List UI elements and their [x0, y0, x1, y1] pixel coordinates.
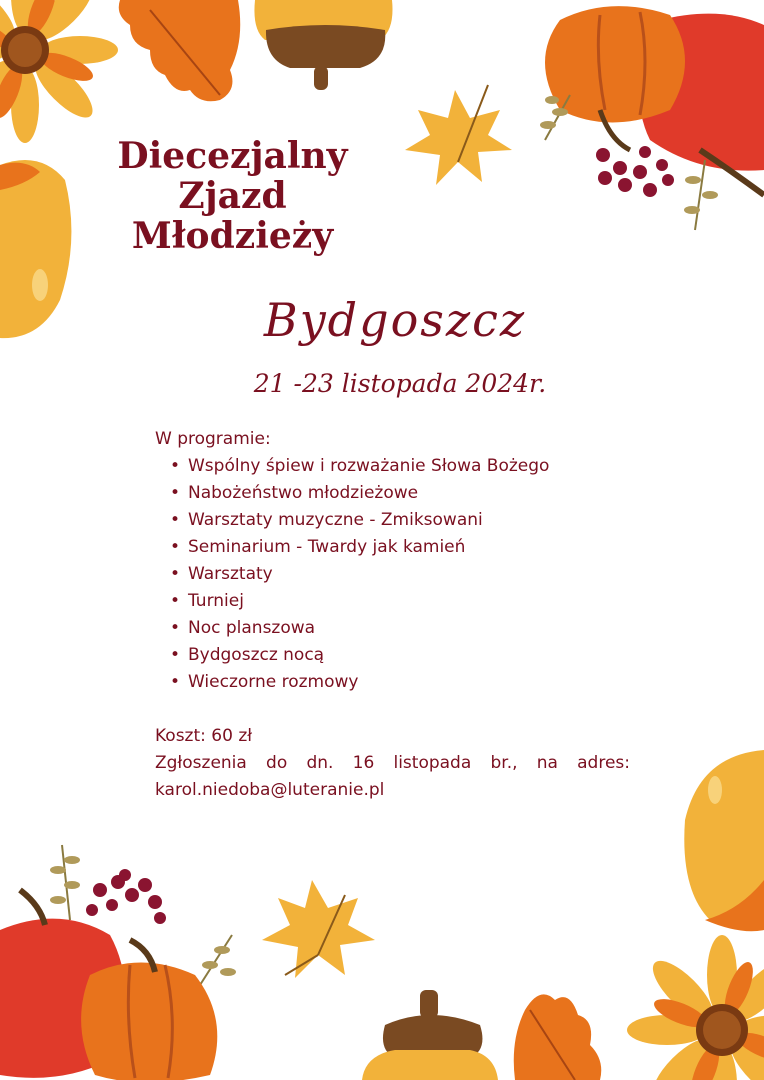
bullet-icon: •: [170, 618, 181, 638]
berries-icon: [596, 146, 674, 197]
oak-leaf-icon: [514, 994, 602, 1080]
list-item: • Turniej: [170, 588, 630, 615]
sunflower-icon: [0, 0, 118, 143]
list-item: • Warsztaty muzyczne - Zmiksowani: [170, 507, 630, 534]
maple-leaf-icon: [405, 85, 512, 185]
list-item: • Nabożeństwo młodzieżowe: [170, 480, 630, 507]
cost-text: Koszt: 60 zł: [155, 726, 253, 746]
list-item: • Wieczorne rozmowy: [170, 669, 630, 696]
event-dates: 21 -23 listopada 2024r.: [253, 369, 547, 398]
event-title: [100, 136, 365, 256]
pumpkin-icon: [684, 750, 764, 931]
list-item: • Wspólny śpiew i rozważanie Słowa Bożego: [170, 453, 630, 480]
oak-leaf-icon: [119, 0, 240, 101]
bullet-icon: •: [170, 510, 181, 530]
acorn-icon: [362, 990, 498, 1080]
berries-icon: [86, 869, 166, 924]
bullet-icon: •: [170, 672, 181, 692]
program-heading: W programie:: [155, 429, 271, 449]
info-section: [155, 723, 630, 804]
maple-leaf-icon: [262, 880, 375, 978]
list-item: • Bydgoszcz nocą: [170, 642, 630, 669]
pumpkin-icon: [0, 160, 71, 338]
pumpkin-icon: [545, 6, 764, 195]
title-line: Zjazd: [178, 175, 287, 217]
title-line: Diecezjalny: [117, 135, 348, 177]
registration-text: Zgłoszenia do dn. 16 listopada br., na adres: karol.niedoba@luteranie.pl: [155, 753, 630, 800]
list-item: • Warsztaty: [170, 561, 630, 588]
bullet-icon: •: [170, 537, 181, 557]
bullet-icon: •: [170, 483, 181, 503]
bullet-icon: •: [170, 645, 181, 665]
bullet-icon: •: [170, 564, 181, 584]
pumpkin-icon: [0, 890, 217, 1080]
bullet-icon: •: [170, 591, 181, 611]
sunflower-icon: [627, 935, 764, 1080]
list-item: • Noc planszowa: [170, 615, 630, 642]
program-section: [155, 428, 630, 696]
event-city: Bydgoszcz: [263, 293, 527, 347]
program-list: [155, 453, 630, 696]
bullet-icon: •: [170, 456, 181, 476]
list-item: • Seminarium - Twardy jak kamień: [170, 534, 630, 561]
title-line: Młodzieży: [131, 215, 334, 257]
acorn-icon: [254, 0, 392, 90]
